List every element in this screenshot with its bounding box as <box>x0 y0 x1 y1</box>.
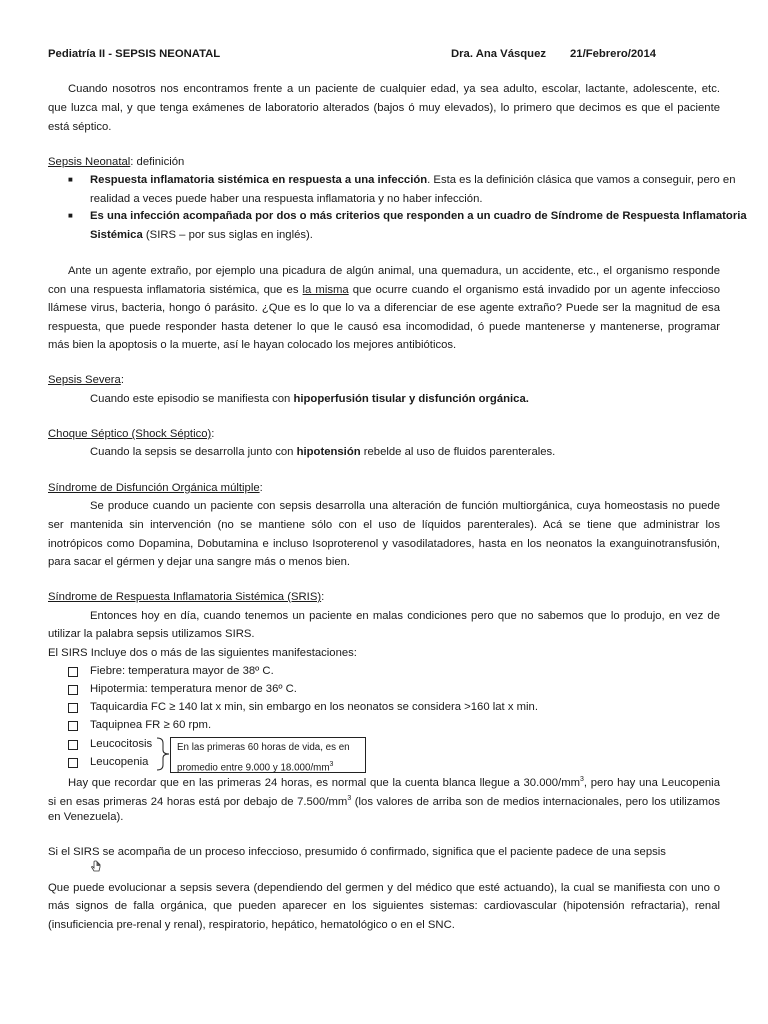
siris-line-1: Entonces hoy en día, cuando tenemos un paciente en malas condiciones pero que no sabemos que lo produjo, en vez de <box>90 610 720 622</box>
after2-sup: 3 <box>347 795 352 802</box>
siris-item-leucocitosis: Leucocitosis <box>90 738 153 750</box>
siris-after-line-2 <box>48 792 720 809</box>
bullet1-bold: Respuesta inflamatoria sistémica en respuesta a una infección <box>90 174 428 186</box>
sdom-line-2: ser mantenida sin intervención (no se mantiene sólo con el uso de líquidos parenterales). Acá se tiene que administrar los <box>48 519 720 531</box>
bullet-square-icon: ■ <box>68 175 73 184</box>
note-line-1: En las primeras 60 horas de vida, es en <box>177 742 350 753</box>
hand-cursor-icon <box>89 860 103 874</box>
sdom-heading <box>48 481 263 495</box>
sepsis-neonatal-title: Sepsis Neonatal <box>48 156 131 168</box>
siris-after-line-1 <box>68 773 720 790</box>
intro-line-3: está séptico. <box>48 121 112 133</box>
sepsis-severa-title: Sepsis Severa <box>48 374 121 386</box>
colon: : <box>120 374 124 386</box>
bullet2-line2-bold: Sistémica <box>90 229 143 241</box>
bullet-square-icon: ■ <box>68 211 73 220</box>
choque-text-c: rebelde al uso de fluidos parenterales. <box>360 446 556 458</box>
checkbox-icon <box>68 667 78 677</box>
note-superscript: 3 <box>329 761 334 768</box>
agent-line-1: Ante un agente extraño, por ejemplo una picadura de algún animal, una quemadura, un accidente, etc., el organismo responde <box>68 265 720 277</box>
bullet2-line2-rest: (SIRS – por sus siglas en inglés). <box>142 229 313 241</box>
checkbox-icon <box>68 685 78 695</box>
siris-line-3: El SIRS Incluye dos o más de las siguientes manifestaciones: <box>48 647 357 659</box>
sdom-line-3: inotrópicos como Dopamina, Dobutamina e incluso Isoproterenol y vasodilatadores, hasta en los neonatos la exanguinotransfusión, <box>48 538 720 550</box>
checkbox-icon <box>68 758 78 768</box>
closing-p2-line-2: más signos de falla orgánica, que pueden aparecer en los siguientes sistemas: cardiovascular (hipotensión refractaria), renal <box>48 900 720 912</box>
choque-text-b: hipotensión <box>296 446 361 458</box>
leucocitos-note-box <box>170 737 366 773</box>
bullet1-rest: . Esta es la definición clásica que vamos a conseguir, pero en <box>427 174 736 186</box>
sepsis-neonatal-bullet-2: Es una infección acompañada por dos o más criterios que responden a un cuadro de Síndrome de Respuesta Inflamatoria <box>90 210 747 222</box>
agent-line-4: respuesta, que puede responder hasta detener lo que le causó esa incomodidad, ó puede mantenerse y mantenerse, programar <box>48 321 720 333</box>
sepsis-neonatal-bullet-1-line-2: realidad a veces puede haber una respuesta inflamatoria y no haber infección. <box>90 193 483 205</box>
siris-title: Síndrome de Respuesta Inflamatoria Sistémica (SRIS) <box>48 591 322 603</box>
note-line-2-text: promedio entre 9.000 y 18.000/mm <box>177 762 330 774</box>
agent-line-2 <box>48 283 720 297</box>
sepsis-severa-text <box>90 392 529 406</box>
agent-line-3: llámese virus, bacteria, hongo ó parásito. ¿Que es lo que lo va a diferenciar de ese agente extraño? Puede ser la magnitud de esa <box>48 302 720 314</box>
agent-line-2-a: con una respuesta inflamatoria sistémica, que es <box>48 284 303 296</box>
checkbox-icon <box>68 721 78 731</box>
colon: : <box>211 428 215 440</box>
header-date: 21/Febrero/2014 <box>570 48 657 60</box>
agent-line-2-b: que ocurre cuando el organismo está invadido por un agente infeccioso <box>348 284 720 296</box>
choque-text <box>90 445 555 459</box>
siris-item-fiebre: Fiebre: temperatura mayor de 38º C. <box>90 665 274 677</box>
checkbox-icon <box>68 740 78 750</box>
siris-item-taquipnea: Taquipnea FR ≥ 60 rpm. <box>90 719 212 731</box>
sepsis-neonatal-bullet-1 <box>90 173 736 187</box>
checkbox-icon <box>68 703 78 713</box>
closing-p2-line-1: Que puede evolucionar a sepsis severa (dependiendo del germen y del médico que esté actuando), la cual se manifiesta con uno o <box>48 882 720 894</box>
sepsis-severa-text-b: hipoperfusión tisular y disfunción orgánica. <box>293 393 529 405</box>
closing-line-1: Si el SIRS se acompaña de un proceso infeccioso, presumido ó confirmado, significa que el paciente padece de una sepsis <box>48 846 666 858</box>
sepsis-neonatal-heading <box>48 155 184 169</box>
after1-a: Hay que recordar que en las primeras 24 horas, es normal que la cuenta blanca llegue a 30.000/mm <box>68 776 581 789</box>
header-author: Dra. Ana Vásquez <box>451 48 547 60</box>
siris-line-2: utilizar la palabra sepsis utilizamos SIRS. <box>48 628 255 640</box>
choque-text-a: Cuando la sepsis se desarrolla junto con <box>90 446 297 458</box>
colon: : <box>259 482 263 494</box>
after1-b: , pero hay una Leucopenia <box>583 776 720 789</box>
after1-sup: 3 <box>580 776 584 783</box>
siris-item-taquicardia: Taquicardia FC ≥ 140 lat x min, sin embargo en los neonatos se considera >160 lat x min. <box>90 701 538 713</box>
siris-item-leucopenia: Leucopenia <box>90 756 149 768</box>
sdom-line-4: para sacar el gérmen y dejar una sangre más o menos bien. <box>48 556 351 568</box>
after2-a: si en esas primeras 24 horas está por debajo de 7.500/mm <box>48 795 348 808</box>
intro-line-1: Cuando nosotros nos encontramos frente a un paciente de cualquier edad, ya sea adulto, escolar, lactante, adolescente, etc. <box>68 83 720 95</box>
agent-line-2-underlined: la misma <box>302 284 349 296</box>
siris-after-line-3: en Venezuela). <box>48 811 124 823</box>
sepsis-severa-heading <box>48 373 124 387</box>
siris-heading <box>48 590 324 604</box>
header-course: Pediatría II - SEPSIS NEONATAL <box>48 48 221 60</box>
sdom-line-1: Se produce cuando un paciente con sepsis desarrolla una alteración de función multiorgánica, cuya homeostasis no puede <box>90 500 720 512</box>
sepsis-severa-text-a: Cuando este episodio se manifiesta con <box>90 393 294 405</box>
choque-title: Choque Séptico (Shock Séptico) <box>48 428 212 440</box>
choque-heading <box>48 427 214 441</box>
closing-p2-line-3: (insuficiencia pre-renal y renal), respiratorio, hepático, hematológico o en el SNC. <box>48 919 455 931</box>
sepsis-neonatal-bullet-2-line-2 <box>90 228 313 242</box>
siris-item-hipotermia: Hipotermia: temperatura menor de 36º C. <box>90 683 297 695</box>
sepsis-neonatal-suffix: : definición <box>130 156 185 168</box>
sdom-title: Síndrome de Disfunción Orgánica múltiple <box>48 482 260 494</box>
after2-b: (los valores de arriba son de medios internacionales, pero los utilizamos <box>351 795 720 808</box>
colon: : <box>321 591 325 603</box>
curly-brace-icon <box>155 737 171 771</box>
agent-line-5: más bien la apoptosis o la muerte, así le hayan colocado los mejores antibióticos. <box>48 339 457 351</box>
intro-line-2: que luzca mal, y que tenga exámenes de laboratorio alterados (bajos ó muy elevados), lo primero que decimos es que el paciente <box>48 102 720 114</box>
